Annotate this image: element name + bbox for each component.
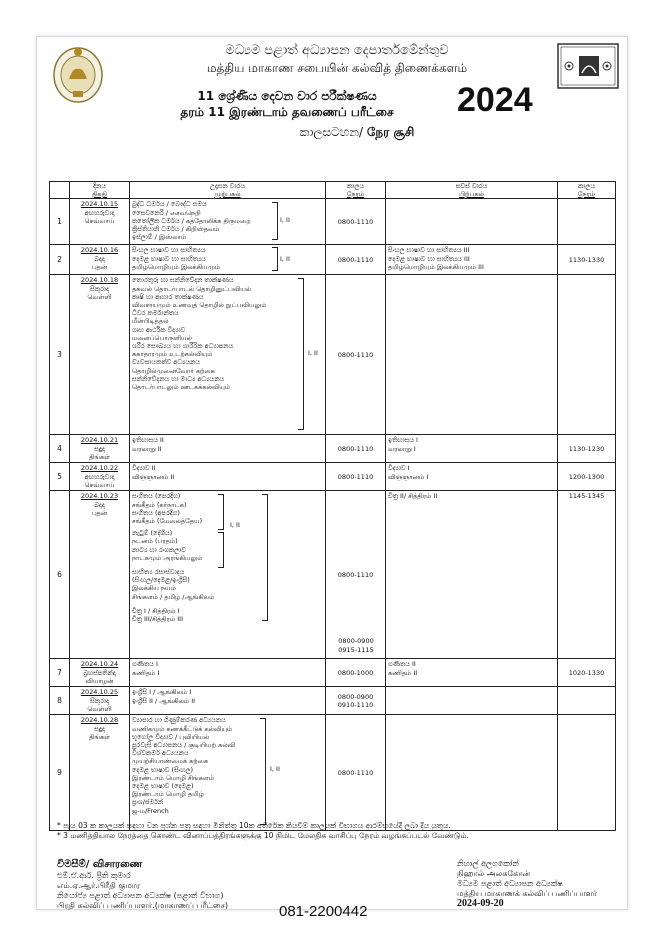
- row-number: 1: [50, 199, 70, 245]
- morning-cell: සිංහල භාෂාව හා සාහිත්‍යය දෙමළ භාෂාව හා සාහිත්‍යය தமிழ்மொழியும் இலக்கியமும் I, II: [130, 245, 326, 275]
- drawing-paper-3: චිත්‍ර III/சித்திரம் III: [132, 615, 184, 624]
- footer-left: [57, 859, 228, 911]
- row-number: 5: [50, 463, 70, 491]
- evening-cell: [386, 275, 558, 435]
- evening-time: 1200-1300: [558, 463, 616, 491]
- morning-time: 0800-1110: [326, 245, 386, 275]
- brace: [260, 718, 266, 825]
- department-sinhala: මධ්‍යම පළාත් අධ්‍යාපන දෙපාර්තමේන්තුව: [225, 43, 449, 58]
- table-row: [50, 715, 616, 831]
- notes: [57, 821, 617, 841]
- footer-right: [457, 859, 597, 909]
- evening-time: [558, 275, 616, 435]
- morning-time: 0800-1000: [326, 659, 386, 687]
- drawing-time-3: 0915-1115: [338, 646, 374, 655]
- paper-label: I, II: [280, 255, 290, 264]
- evening-cell: [386, 687, 558, 715]
- sri-lanka-emblem-icon: [51, 43, 105, 105]
- row-date: 2024.10.22 අඟහරුවාදා செவ்வாய்: [70, 463, 130, 491]
- timetable-label: [257, 125, 457, 141]
- row-number: 4: [50, 435, 70, 463]
- brace: [218, 532, 224, 568]
- brace: [272, 247, 278, 271]
- morning-cell: ඉංග්‍රීසි I / ஆங்கிலம் I ඉංග්‍රීසි II / ஆங்கிலம் II: [130, 687, 326, 715]
- evening-cell: ගණිතය II கணிதம் II: [386, 659, 558, 687]
- right-role-sinhala: මධ්‍යම පළාත් අධ්‍යාපන අධ්‍යක්ෂ: [457, 879, 563, 888]
- morning-time: 0800-1110: [326, 463, 386, 491]
- morning-cell: ගණිතය I கணிதம் I: [130, 659, 326, 687]
- table-row: [50, 687, 616, 715]
- left-name-sinhala: එම්.ඒ.ආර්. ප්‍රීති කුමාර: [57, 871, 131, 880]
- morning-cell: බුද්ධ ධර්මය / බෞද්ධ සමය සෛවනෙරි / சைவநெறி කතෝලික ධර්මය / கத்தோலிக்க திருமறை ක්‍රිස්තියානි ධර්මය / கிறிஸ்தவம் ඉස්ලාම් / இஸ்லாம் I, II: [130, 199, 326, 245]
- row-date: 2024.10.23 බදාදා புதன்: [70, 491, 130, 659]
- header-num: [50, 182, 70, 199]
- evening-time: 1130-1230: [558, 435, 616, 463]
- table-row: [50, 491, 616, 659]
- row-number: 3: [50, 275, 70, 435]
- table-header-row: [50, 182, 616, 199]
- right-name-sinhala: නිහාල් අලගකෝන්: [457, 859, 519, 868]
- morning-cell: ව්‍යාපාර හා ගිණුම්කරණ අධ්‍යයනය வணிகமும் கணக்கீட்டுக் கல்வியும் භූගෝල විද්‍යාව / புவியியல் පුරවැසි අධ්‍යාපනය / குடியியற் கல்வி විශ්වකර්ම අධ්‍යයනය முயற்சியாண்மைக் கற்கை දෙමළ භාෂාව (සිංහල) இரண்டாம் மொழி சிங்களம் දෙමළ භාෂාව (දෙමළ) இரண்டாம் மொழி தமிழ் ප්‍රංශ/ජර්මන් ஜ-ம/French I, II: [130, 715, 326, 831]
- timetable-label-sinhala: කාලසටහන/: [299, 125, 364, 139]
- left-role-sinhala: නියෝජ්‍ය පළාත් අධ්‍යාපන අධ්‍යක්ෂ (පළාත් විභාග): [57, 891, 224, 900]
- brace: [272, 202, 278, 240]
- morning-time: 0800-1110: [326, 275, 386, 435]
- row-date: 2024.10.21 සඳුදා திங்கள்: [70, 435, 130, 463]
- department-tamil: மத்திய மாகாண சபையின் கல்வித் திணைக்களம்: [206, 61, 468, 75]
- evening-cell: සිංහල භාෂාව හා සාහිත්‍යය III දෙමළ භාෂාව හා සාහිත්‍යය III தமிழ்மொழியும் இலக்கியமும் III: [386, 245, 558, 275]
- drawing-paper-1: චිත්‍ර I / சித்திரம் I: [132, 606, 180, 615]
- left-name-tamil: எம்.ஏ.ஆர்.பிரீதி குமார: [57, 881, 141, 890]
- timetable-label-tamil: நேர சூசி: [366, 125, 415, 139]
- evening-time: 1130-1330: [558, 245, 616, 275]
- row-number: 6: [50, 491, 70, 659]
- right-role-tamil: மத்திய மாகாணக் கல்விப் பணிப்பாளர்: [457, 889, 598, 898]
- exam-timetable: [49, 181, 616, 831]
- evening-cell: [386, 715, 558, 831]
- exam-title-tamil: தரம் 11 இரண்டாம் தவணைப் பரீட்சை: [180, 105, 394, 119]
- evening-time: 1145-1345: [558, 491, 616, 659]
- table-row: [50, 463, 616, 491]
- evening-time: [558, 687, 616, 715]
- morning-cell: විද්‍යාව II விஞ்ஞானம் II: [130, 463, 326, 491]
- exam-year: 2024: [457, 81, 533, 119]
- evening-time: 1020-1330: [558, 659, 616, 687]
- paper-label: I, II: [308, 349, 318, 358]
- drawing-time-1: 0800-0900: [338, 637, 374, 646]
- row-number: 9: [50, 715, 70, 831]
- table-row: [50, 435, 616, 463]
- exam-title-sinhala: 11 ශ්‍රේණිය දෙවන වාර පරීක්ෂණය: [197, 89, 377, 103]
- inquiries-title: විමසීම්/ விசாரணை: [57, 859, 143, 870]
- morning-time: 0800-1110: [326, 435, 386, 463]
- evening-cell: ඉතිහාසය I வரலாறு I: [386, 435, 558, 463]
- row-number: 7: [50, 659, 70, 687]
- header-morning: උදෑසන වාරය முற்பகல்: [130, 182, 326, 199]
- morning-time: 0800-0900 0910-1110: [326, 687, 386, 715]
- header-evening: සවස් වාරය பிற்பகல்: [386, 182, 558, 199]
- brace: [218, 494, 224, 530]
- header-time2: කාලය நேரம்: [558, 182, 616, 199]
- row-date: 2024.10.28 සඳුදා திங்கள்: [70, 715, 130, 831]
- note-tamil: * 3 மணித்தியால நேரத்தை கொண்ட வினாப்பத்திரங்களுக்கு 10 நிமிட மேலதிக வாசிப்பு நேரம் வழங்கப்படல் வேண்டும்.: [57, 831, 470, 840]
- right-name-tamil: நிஹால் அலககோன்: [457, 869, 531, 878]
- row-number: 8: [50, 687, 70, 715]
- row-date: 2024.10.18 සිකුරාදා வெள்ளி: [70, 275, 130, 435]
- row-date: 2024.10.15 අඟහරුවාදා செவ்வாய்: [70, 199, 130, 245]
- evening-cell: විද්‍යාව I விஞ்ஞானம் I: [386, 463, 558, 491]
- timetable-document: [36, 36, 628, 920]
- table-row: [50, 199, 616, 245]
- evening-cell: [386, 199, 558, 245]
- row-date: 2024.10.24 බ්‍රහස්පතින්දා வியாழன்: [70, 659, 130, 687]
- morning-time: 0800-1110: [326, 199, 386, 245]
- table-row: [50, 659, 616, 687]
- row-date: 2024.10.25 සිකුරාදා வெள்ளி: [70, 687, 130, 715]
- issue-date: 2024-09-20: [457, 898, 504, 909]
- morning-cell: තොරතුරු හා සන්නිවේදන තාක්ෂණය தகவல் தொடர்பாடல் தொழினுட்பவியல் කෘෂි හා ආහාර තාක්ෂණය விவசாயமும் உணவுத் தொழில் நுட்பவியலும் ධීවර කර්මාන්තය மீன்பிடித்தல் ගෘහ ආර්ථික විද්‍යාව மனைப்பொருளியல் ශරීර සෞඛ්‍යය හා ශාරීරික අධ්‍යාපනය சுகாதாரமும் உடற்கல்வியும் ව්‍යවසායකත්ව අධ්‍යයනය தொழில்முனைவோர் கற்கை සන්නිවේදනය හා මාධ්‍ය අධ්‍යයනය தொடர்பாடலும் ஊடகக்கல்வியும் I, II: [130, 275, 326, 435]
- morning-cell: ඉතිහාසය II வரலாறு II: [130, 435, 326, 463]
- morning-cell: සංගීතය (පෙරදිග) சங்கீதம் (கர்நாடக) සංගීතය (අපරදිග) சங்கீதம் (மேலைத்தேய) නැටුම් (දේශීය) நடனம் (பரதம்) නාට්‍ය හා රංගකලාව நாடகமும் அரங்கியலும் සාහිත්‍ය රසාස්වාදය (සිංහල/දෙමළ/ඉංග්‍රීසි) இலக்கிய நயம் சிங்களம் / தமிழ் /ஆங்கிலம் චිත්‍ර I / சித்திரம் I චිත්‍ර III/சித்திரம் III I, II: [130, 491, 326, 659]
- paper-label: I, II: [270, 765, 280, 774]
- row-date: 2024.10.16 බදාදා புதன்: [70, 245, 130, 275]
- contact-phone: 081-2200442: [279, 903, 368, 920]
- paper-label: I, II: [230, 521, 240, 530]
- row-number: 2: [50, 245, 70, 275]
- morning-time: 0800-1110 0800-0900 0915-1115: [326, 491, 386, 659]
- brace: [262, 494, 268, 621]
- morning-time: 0800-1110: [326, 715, 386, 831]
- evening-time: [558, 199, 616, 245]
- left-role-tamil: பிரதி கல்விப் பணிப்பாளர்.(மாகாணப் பரீட்சை): [57, 901, 229, 910]
- header-time: කාලය நேரம்: [326, 182, 386, 199]
- paper-label: I, II: [280, 216, 290, 225]
- header-date: දිනය திகதி: [70, 182, 130, 199]
- evening-time: [558, 715, 616, 831]
- table-row: [50, 275, 616, 435]
- table-row: [50, 245, 616, 275]
- evening-cell: චිත්‍ර II/ சித்திரம் II: [386, 491, 558, 659]
- department-stamp-icon: [557, 43, 619, 89]
- brace: [298, 278, 304, 430]
- note-sinhala: * පැය 03 ක කාලයක් සඳහා වන ප්‍රශ්න පත්‍ර සඳහා මිනිත්තු 10ක අතිරේක කියවීම් කාලයක් විභාගය ආරම්භයේදී ලබා දිය යුතුය.: [57, 821, 451, 830]
